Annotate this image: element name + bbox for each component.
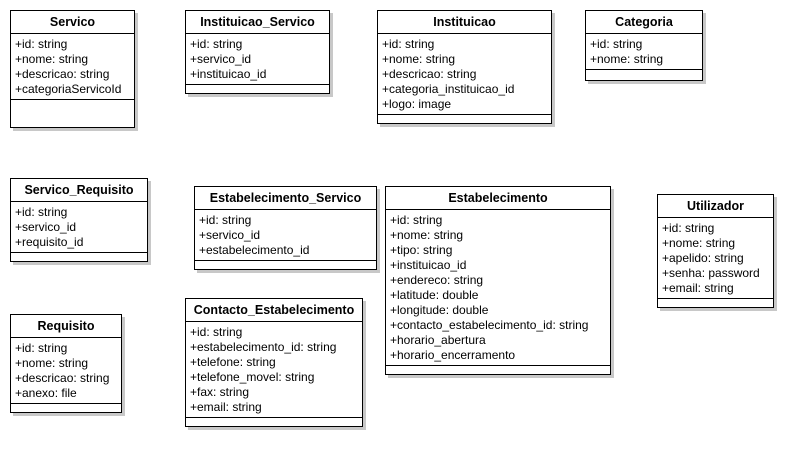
- class-requisito[interactable]: [10, 314, 122, 413]
- attribute: +latitude: double: [390, 288, 479, 302]
- attribute: +categoriaServicoId: [15, 82, 122, 96]
- attribute: +contacto_estabelecimento_id: string: [390, 318, 589, 332]
- attribute: +email: string: [662, 281, 734, 295]
- attribute: +servico_id: [15, 220, 77, 234]
- class-estabelecimento-servico[interactable]: [194, 186, 377, 270]
- attribute: +id: string: [190, 325, 243, 339]
- attribute: +estabelecimento_id: [199, 243, 310, 257]
- attribute: +categoria_instituicao_id: [382, 82, 515, 96]
- attribute: +id: string: [15, 205, 68, 219]
- attribute: +nome: string: [15, 52, 89, 66]
- class-servico-requisito-title: Servico_Requisito: [11, 179, 147, 202]
- class-estabelecimento-servico-operations: [195, 261, 376, 269]
- attribute: +requisito_id: [15, 235, 84, 249]
- class-utilizador-attributes: [658, 218, 773, 299]
- attribute: +descricao: string: [382, 67, 477, 81]
- class-utilizador-operations: [658, 299, 773, 307]
- attribute: +logo: image: [382, 97, 452, 111]
- class-instituicao-attributes: [378, 34, 551, 115]
- attribute: +id: string: [662, 221, 715, 235]
- class-estabelecimento-servico-title: Estabelecimento_Servico: [195, 187, 376, 210]
- attribute: +senha: password: [662, 266, 760, 280]
- attribute: +apelido: string: [662, 251, 744, 265]
- class-contacto-estabelecimento-title: Contacto_Estabelecimento: [186, 299, 362, 322]
- attribute: +tipo: string: [390, 243, 453, 257]
- class-instituicao-servico-attributes: [186, 34, 329, 85]
- attribute: +estabelecimento_id: string: [190, 340, 337, 354]
- attribute: +id: string: [199, 213, 252, 227]
- class-servico-operations: [11, 100, 134, 127]
- class-estabelecimento-servico-attributes: [195, 210, 376, 261]
- class-contacto-estabelecimento-operations: [186, 418, 362, 426]
- class-servico-requisito-attributes: [11, 202, 147, 253]
- class-categoria-operations: [586, 70, 702, 80]
- attribute: +id: string: [190, 37, 243, 51]
- attribute: +fax: string: [190, 385, 250, 399]
- attribute: +nome: string: [590, 52, 664, 66]
- class-utilizador[interactable]: [657, 194, 774, 308]
- attribute: +instituicao_id: [190, 67, 267, 81]
- attribute: +nome: string: [390, 228, 464, 242]
- class-categoria-title: Categoria: [586, 11, 702, 34]
- class-categoria-attributes: [586, 34, 702, 70]
- class-estabelecimento-operations: [386, 366, 610, 374]
- attribute: +anexo: file: [15, 386, 77, 400]
- attribute: +id: string: [590, 37, 643, 51]
- class-estabelecimento-title: Estabelecimento: [386, 187, 610, 210]
- class-servico[interactable]: [10, 10, 135, 128]
- class-instituicao-servico-title: Instituicao_Servico: [186, 11, 329, 34]
- attribute: +horario_encerramento: [390, 348, 516, 362]
- attribute: +id: string: [15, 37, 68, 51]
- class-servico-requisito-operations: [11, 253, 147, 261]
- attribute: +servico_id: [199, 228, 261, 242]
- class-estabelecimento[interactable]: [385, 186, 611, 375]
- attribute: +endereco: string: [390, 273, 484, 287]
- class-instituicao[interactable]: [377, 10, 552, 124]
- attribute: +nome: string: [662, 236, 736, 250]
- attribute: +nome: string: [382, 52, 456, 66]
- attribute: +telefone_movel: string: [190, 370, 315, 384]
- class-servico-title: Servico: [11, 11, 134, 34]
- attribute: +instituicao_id: [390, 258, 467, 272]
- class-estabelecimento-attributes: [386, 210, 610, 366]
- attribute: +servico_id: [190, 52, 252, 66]
- attribute: +id: string: [382, 37, 435, 51]
- class-instituicao-operations: [378, 115, 551, 123]
- attribute: +horario_abertura: [390, 333, 486, 347]
- attribute: +id: string: [390, 213, 443, 227]
- attribute: +telefone: string: [190, 355, 276, 369]
- class-categoria[interactable]: [585, 10, 703, 81]
- attribute: +id: string: [15, 341, 68, 355]
- class-instituicao-servico-operations: [186, 85, 329, 93]
- attribute: +nome: string: [15, 356, 89, 370]
- class-contacto-estabelecimento[interactable]: [185, 298, 363, 427]
- class-servico-attributes: [11, 34, 134, 100]
- attribute: +descricao: string: [15, 67, 110, 81]
- class-instituicao-servico[interactable]: [185, 10, 330, 94]
- class-utilizador-title: Utilizador: [658, 195, 773, 218]
- attribute: +longitude: double: [390, 303, 489, 317]
- attribute: +email: string: [190, 400, 262, 414]
- class-requisito-attributes: [11, 338, 121, 404]
- class-requisito-operations: [11, 404, 121, 412]
- class-instituicao-title: Instituicao: [378, 11, 551, 34]
- class-servico-requisito[interactable]: [10, 178, 148, 262]
- attribute: +descricao: string: [15, 371, 110, 385]
- class-requisito-title: Requisito: [11, 315, 121, 338]
- class-contacto-estabelecimento-attributes: [186, 322, 362, 418]
